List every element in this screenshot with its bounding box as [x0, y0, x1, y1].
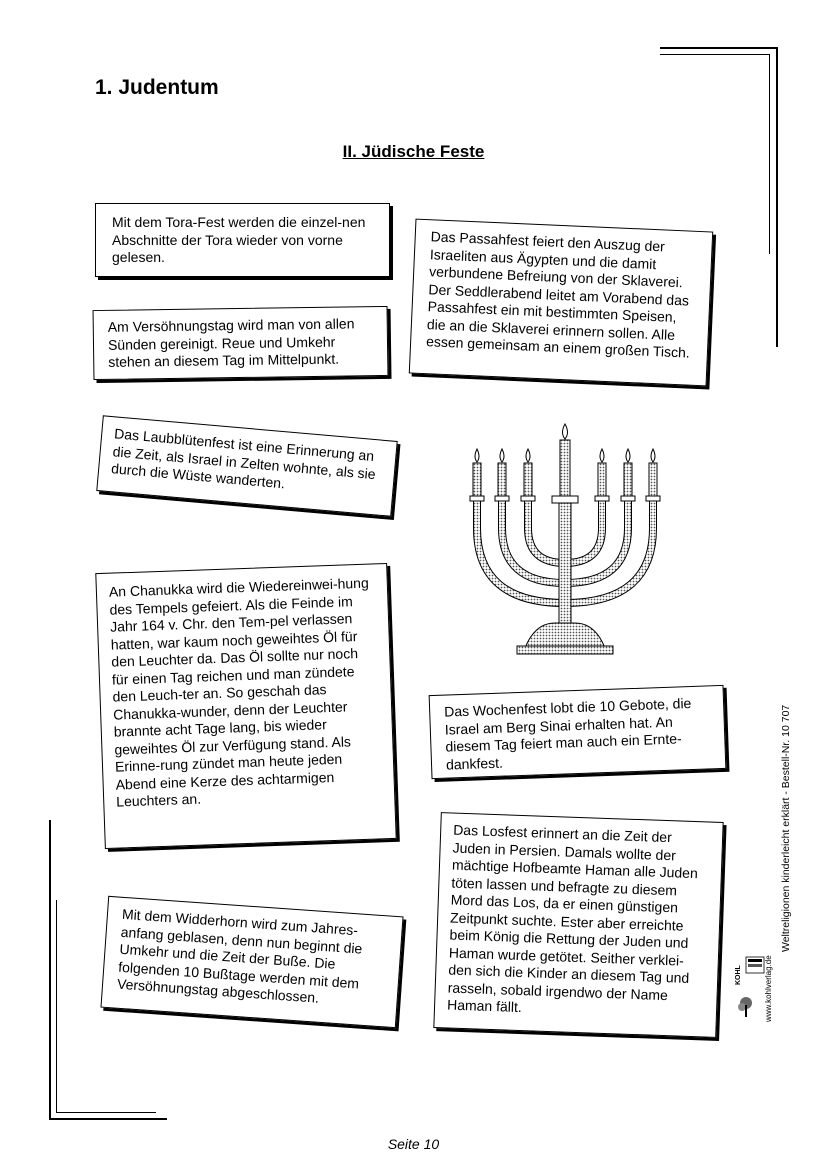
menorah-icon	[455, 418, 675, 662]
card-versoehnungstag-text: Am Versöhnungstag wird man von allen Sünden gereinigt. Reue und Umkehr stehen an diesem Tag im Mittelpunkt.	[107, 315, 355, 370]
card-passahfest-text: Das Passahfest feiert den Auszug der Israeliten aus Ägypten und die damit verbundene Befreiung von der Sklaverei. Der Seddlerabend leitet am Vorabend das Passahfest ein mit bestimmten Speisen, die an die Sklaverei erinnern sollen. Alle essen gemeinsam an einem großen Tisch.	[425, 228, 691, 361]
card-losfest-text: Das Losfest erinnert an die Zeit der Juden in Persien. Damals wollte der mächtige Hofbeamte Haman alle Juden töten lassen und befragte zu diesem Mord das Los, da er einen günstigen Zeitpunkt suchte. Ester aber erreichte beim König die Rettung der Juden und Haman wurde getötet. Seither verklei-den sich die Kinder an diesem Tag und rasseln, sobald irgendwo der Name Haman fällt.	[446, 821, 699, 1016]
card-laubhuettenfest	[96, 415, 397, 517]
publisher-url: www.kohlverlag.de	[764, 955, 773, 1022]
frame-right-line-outer	[776, 47, 778, 347]
card-passahfest	[409, 219, 713, 387]
card-chanukka-text: An Chanukka wird die Wiedereinwei-hung des Tempels gefeiert. Als die Feinde im Jahr 164 v. Chr. den Tem-pel verlassen hatten, war kaum noch geweihtes Öl für den Leuchter da. Das Öl sollte nur noch für einen Tag reichen und man zündete den Leuch-ter an. So geschah das Chanukka-wunder, denn der Leuchter brannte acht Tage lang, bis wieder geweihtes Öl zur Verfügung stand. Als Erinne-rung zündet man heute jeden Abend eine Kerze des achtarmigen Leuchters an.	[108, 574, 369, 810]
card-versoehnungstag	[93, 306, 389, 380]
frame-bottom-line-outer	[49, 1118, 167, 1120]
frame-top-line-inner	[660, 54, 770, 55]
frame-left-line-inner	[56, 900, 57, 1113]
publisher-logo-icon	[738, 955, 768, 1021]
frame-left-line-outer	[49, 820, 51, 1120]
frame-top-line-outer	[660, 47, 778, 49]
card-wochenfest-text: Das Wochenfest lobt die 10 Gebote, die Israel am Berg Sinai erhalten hat. An diesem Tag feiert man auch ein Ernte-dankfest.	[443, 695, 692, 773]
card-laubhuettenfest-text: Das Laubblütenfest ist eine Erinnerung an die Zeit, als Israel in Zelten wohnte, als sie durch die Wüste wanderten.	[110, 425, 377, 492]
card-losfest	[433, 812, 723, 1038]
chapter-title: 1. Judentum	[95, 76, 219, 99]
card-widderhorn-text: Mit dem Widderhorn wird zum Jahres-anfang geblasen, denn nun beginnt die Umkehr und die Zeit der Buße. Die folgenden 10 Bußtage werden mit dem Versöhnungstag abgeschlossen.	[116, 905, 363, 1006]
card-widderhorn	[100, 896, 403, 1028]
card-tora-fest-text: Mit dem Tora-Fest werden die einzel-nen Abschnitte der Tora wieder von vorne gelesen.	[112, 214, 366, 265]
card-wochenfest	[429, 685, 727, 779]
card-chanukka	[95, 563, 396, 849]
card-tora-fest	[95, 203, 390, 277]
page-footer: Seite 10	[387, 1136, 440, 1152]
section-title: II. Jüdische Feste	[342, 142, 485, 161]
side-title: Weltreligionen kinderleicht erklärt - Bestell-Nr. 10 707	[780, 704, 792, 952]
frame-bottom-line-inner	[56, 1112, 156, 1113]
publisher-name: KOHL	[735, 965, 742, 985]
